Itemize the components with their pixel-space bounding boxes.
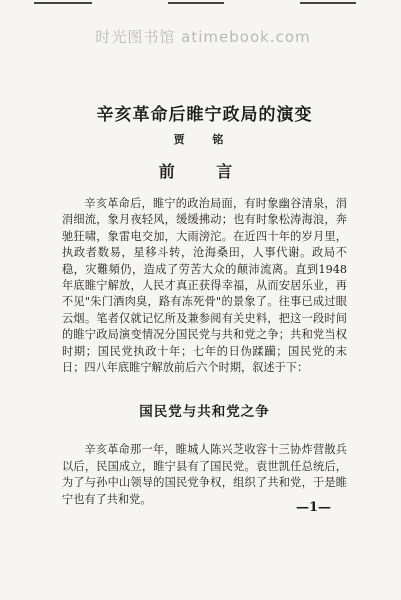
author-name: 贾 铭: [173, 133, 236, 146]
top-border-line-right: [300, 2, 356, 4]
section-heading: 国民党与共和党之争: [139, 404, 270, 421]
watermark-text: 时光图书馆 atimebook.com: [95, 28, 311, 46]
top-border-line-left: [34, 2, 92, 4]
section-paragraph: 辛亥革命那一年，睢城人陈兴芝收容十三协炸营散兵以后，民国成立，睢宁县有了国民党。袁世凯任总统后，为了与孙中山领导的国民党争权，组织了共和党，于是睢宁也有了共和党。: [62, 443, 347, 506]
preface-paragraph: 辛亥革命后，睢宁的政治局面，有时象幽谷清泉，涓涓细流，象月夜轻风，缓缓拂动；也有时象松涛海浪，奔驰狂啸，象雷电交加，大雨滂沱。在近四十年的岁月里，执政者数易，星移斗转，沧海桑田，人事代谢。政局不稳，灾難頻仍，造成了劳苦大众的颠沛流离。直到1948年底睢宁解放，人民才真正获得幸福，从而安居乐业，再不见"朱门酒肉臭，路有冻死骨"的景象了。往事已成过眼云烟。笔者仅就记忆所及兼参阅有关史料，把这一段时间的睢宁政局演变情况分国民党与共和党之争；共和党当权时期；国民党执政十年；七年的日伪蹂躏；国民党的末日；四八年底睢宁解放前后六个时期，叙述于下：: [62, 197, 347, 375]
document-page: [62, 100, 347, 508]
page-number: —1—: [296, 500, 332, 515]
preface-heading: 前 言: [158, 162, 251, 181]
top-border-line-center: [168, 2, 224, 4]
document-title: 辛亥革命后睢宁政局的演变: [96, 105, 313, 125]
